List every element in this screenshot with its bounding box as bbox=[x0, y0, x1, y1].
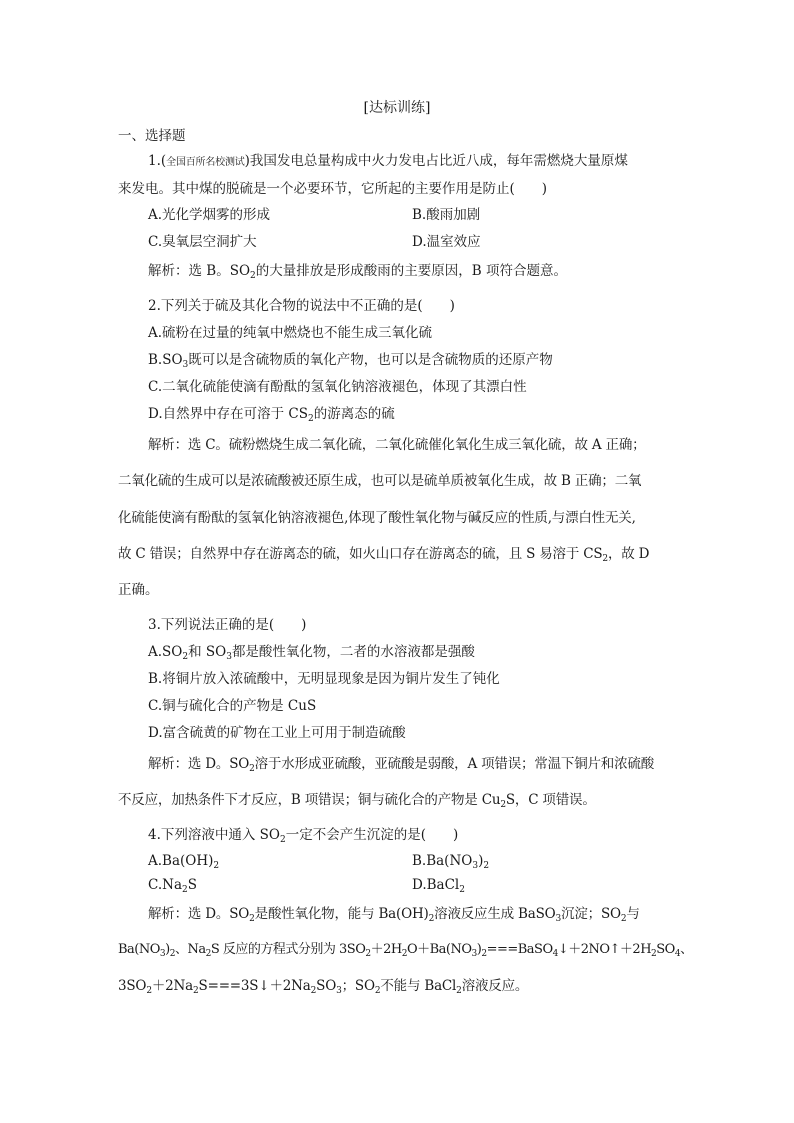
q2-stem: 2.下列关于硫及其化合物的说法中不正确的是( ) bbox=[148, 298, 455, 314]
q2-analysis-line5: 正确。 bbox=[118, 582, 159, 598]
q1-option-c: C.臭氧层空洞扩大 bbox=[148, 234, 257, 250]
q1-analysis: 解析：选 B。$SO_2$的大量排放是形成酸雨的主要原因，B 项符合题意。 bbox=[148, 263, 567, 281]
q4-option-c: $C.Na_2S$ bbox=[148, 877, 197, 895]
q3-analysis-line2: 不反应，加热条件下才反应，B 项错误；铜与硫化合的产物是 $Cu_2S$，C 项错误。 bbox=[118, 792, 596, 810]
q4-analysis-line2: $Ba(NO_3)_2$、$Na_2S$ 反应的方程式分别为 $3SO_2+2H_2O+Ba(NO_3)_2===BaSO_4↓+2NO↑+2H_2SO_4$、 bbox=[118, 942, 693, 959]
q2-option-a: A.硫粉在过量的纯氧中燃烧也不能生成三氧化硫 bbox=[148, 325, 433, 341]
q3-option-b: B.将铜片放入浓硫酸中，无明显现象是因为铜片发生了钝化 bbox=[148, 671, 500, 687]
q3-option-c: C.铜与硫化合的产物是 CuS bbox=[148, 698, 317, 714]
section-heading: 一、选择题 bbox=[118, 128, 186, 144]
page-title: [达标训练] bbox=[363, 100, 431, 116]
q2-option-c: C.二氧化硫能使滴有酚酞的氢氧化钠溶液褪色，体现了其漂白性 bbox=[148, 379, 527, 395]
q2-analysis-line4: 故 C 错误；自然界中存在游离态的硫，如火山口存在游离态的硫，且 S 易溶于 $CS_2$，故 D bbox=[118, 546, 650, 564]
q2-option-d: D.自然界中存在可溶于 $CS_2$的游离态的硫 bbox=[148, 406, 395, 424]
q4-option-a: $A.Ba(OH)_2$ bbox=[148, 853, 220, 871]
q1-stem-line1: 1.(全国百所名校测试)我国发电总量构成中火力发电占比近八成，每年需燃烧大量原煤 bbox=[148, 153, 628, 169]
q3-option-a: $A.SO_2$和 $SO_3$都是酸性氧化物，二者的水溶液都是强酸 bbox=[148, 644, 475, 662]
q2-analysis-line2: 二氧化硫的生成可以是浓硫酸被还原生成，也可以是硫单质被氧化生成，故 B 正确；二氧 bbox=[118, 473, 642, 489]
q4-option-d: D.BaCl$_2$ bbox=[412, 877, 465, 895]
q2-option-b: $B.SO_3$既可以是含硫物质的氧化产物，也可以是含硫物质的还原产物 bbox=[148, 352, 553, 370]
q4-analysis-line3: $3SO_2+2Na_2S===3S↓+2Na_2SO_3$；$SO_2$不能与 BaCl$_2$溶液反应。 bbox=[118, 978, 529, 996]
q3-option-d: D.富含硫黄的矿物在工业上可用于制造硫酸 bbox=[148, 725, 406, 741]
q4-option-b: $B.Ba(NO_3)_2$ bbox=[412, 853, 490, 871]
q4-stem: 4.下列溶液中通入 $SO_2$一定不会产生沉淀的是( ) bbox=[148, 827, 459, 845]
q1-option-d: D.温室效应 bbox=[412, 234, 481, 250]
q1-source: 全国百所名校测试 bbox=[166, 157, 245, 168]
q3-analysis-line1: 解析：选 D。$SO_2$溶于水形成亚硫酸，亚硫酸是弱酸，A 项错误；常温下铜片和浓硫酸 bbox=[148, 756, 655, 774]
q3-stem: 3.下列说法正确的是( ) bbox=[148, 617, 307, 633]
q2-analysis-line3: 化硫能使滴有酚酞的氢氧化钠溶液褪色,体现了酸性氧化物与碱反应的性质,与漂白性无关, bbox=[118, 510, 636, 526]
q4-analysis-line1: 解析：选 D。$SO_2$是酸性氧化物，能与 $Ba(OH)_2$溶液反应生成 BaSO$_3$沉淀；$SO_2$与 bbox=[148, 906, 640, 924]
q1-stem-line2: 来发电。其中煤的脱硫是一个必要环节，它所起的主要作用是防止( ) bbox=[118, 181, 548, 197]
q1-option-a: A.光化学烟雾的形成 bbox=[148, 207, 271, 223]
q1-option-b: B.酸雨加剧 bbox=[412, 207, 481, 223]
q2-analysis-line1: 解析：选 C。硫粉燃烧生成二氧化硫，二氧化硫催化氧化生成三氧化硫，故 A 正确； bbox=[148, 437, 646, 453]
